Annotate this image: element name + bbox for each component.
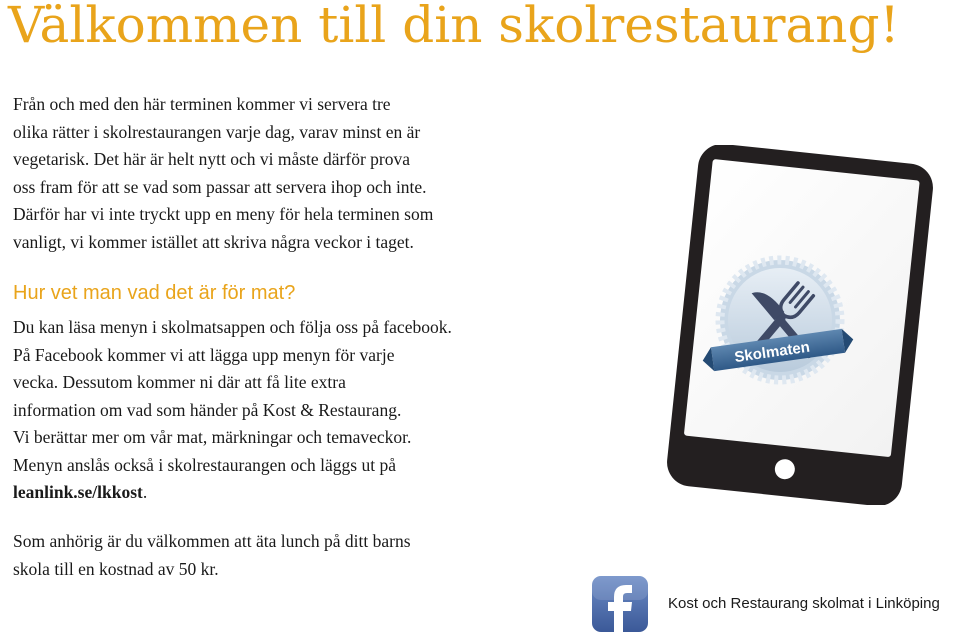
- link-suffix: .: [142, 482, 148, 502]
- intro-line: olika rätter i skolrestaurangen varje dag, varav minst en är: [13, 121, 421, 142]
- intro-line: vegetarisk. Det här är helt nytt och vi måste därför prova: [13, 149, 411, 169]
- intro-line: Från och med den här terminen kommer vi servera tre: [13, 94, 391, 114]
- smartphone-illustration: [640, 145, 960, 505]
- menu-info-line: Menyn anslås också i skolrestaurangen och läggs ut på: [13, 454, 396, 475]
- menu-info-last-line: [13, 479, 483, 507]
- guest-line: Som anhörig är du välkommen att äta lunch på ditt barns: [13, 531, 411, 551]
- menu-info-line: Vi berättar mer om vår mat, märkningar och temaveckor.: [13, 427, 412, 447]
- menu-info-line: information om vad som händer på Kost & Restaurang.: [13, 399, 402, 420]
- guest-paragraph: [13, 528, 483, 583]
- intro-paragraph: [13, 91, 483, 256]
- intro-line: oss fram för att se vad som passar att servera ihop och inte.: [13, 176, 427, 197]
- menu-info-line: På Facebook kommer vi att lägga upp menyn för varje: [13, 344, 395, 365]
- section-heading: Hur vet man vad det är för mat?: [13, 282, 296, 304]
- app-badge-text: Skolmaten: [733, 338, 811, 367]
- facebook-icon[interactable]: [591, 575, 649, 633]
- intro-line: Därför har vi inte tryckt upp en meny för hela terminen som: [13, 204, 434, 224]
- facebook-page-caption: Kost och Restaurang skolmat i Linköping: [668, 595, 940, 612]
- guest-line: skola till en kostnad av 50 kr.: [13, 558, 219, 579]
- leanlink-link[interactable]: leanlink.se/lkkost: [13, 482, 143, 502]
- menu-info-line: Du kan läsa menyn i skolmatsappen och följa oss på facebook.: [13, 317, 452, 337]
- menu-info-paragraph: [13, 314, 483, 507]
- menu-info-line: vecka. Dessutom kommer ni där att få lite extra: [13, 372, 346, 392]
- intro-line: vanligt, vi kommer istället att skriva några veckor i taget.: [13, 231, 414, 252]
- page-title: Välkommen till din skolrestaurang!: [8, 0, 900, 54]
